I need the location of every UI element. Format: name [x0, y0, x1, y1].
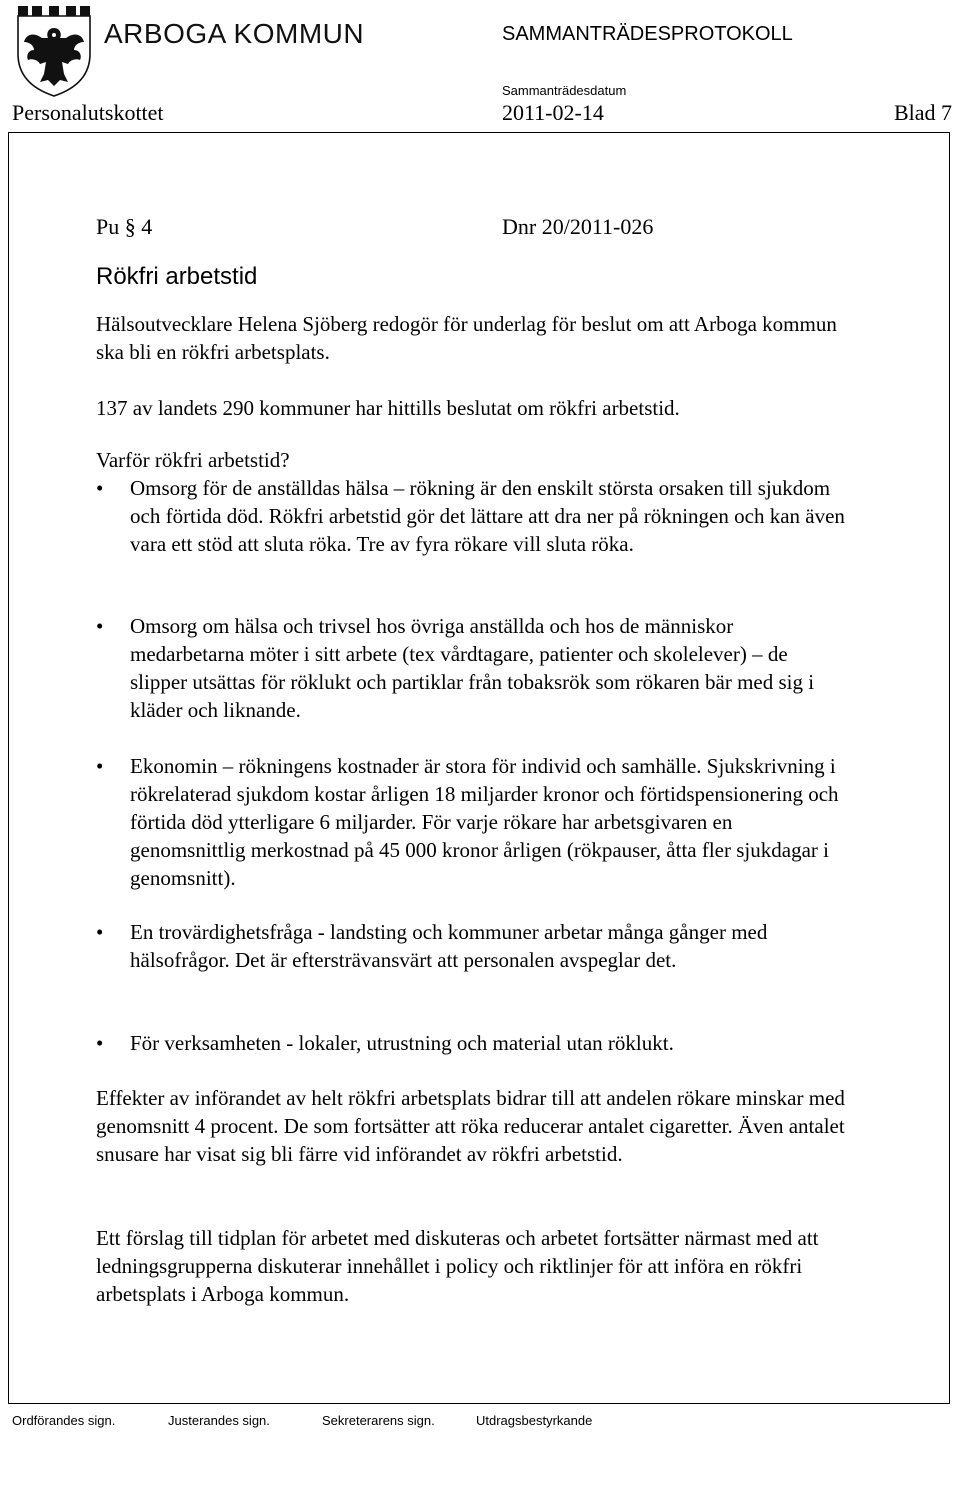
effects-paragraph: Effekter av införandet av helt rökfri arbetsplats bidrar till att andelen rökare minskar med genomsnitt 4 procent. De som fortsätter att röka reducerar antalet cigaretter. Även antalet snusare har visat sig bli färre vid införandet av rökfri arbetstid.: [96, 1086, 845, 1166]
certification-label: Utdragsbestyrkande: [476, 1413, 593, 1428]
bullet-icon: •: [96, 614, 104, 638]
intro-paragraph: Hälsoutvecklare Helena Sjöberg redogör för underlag för beslut om att Arboga kommun ska bli en rökfri arbetsplats.: [96, 312, 837, 364]
section-heading: Rökfri arbetstid: [96, 263, 258, 290]
list-item: [96, 1029, 846, 1057]
secretary-signature-label: Sekreterarens sign.: [322, 1413, 435, 1428]
question-heading: Varför rökfri arbetstid?: [96, 448, 290, 472]
timeline-paragraph: Ett förslag till tidplan för arbetet med diskuteras och arbetet fortsätter närmast med att ledningsgrupperna diskuterar innehållet i policy och riktlinjer för att införa en rökfri arbetsplats i Arboga kommun.: [96, 1226, 819, 1306]
chair-signature-label: Ordförandes sign.: [12, 1413, 116, 1428]
bullet-icon: •: [96, 1031, 104, 1055]
list-item-text: Omsorg för de anställdas hälsa – rökning är den enskilt största orsaken till sjukdom och förtida död. Rökfri arbetstid gör det lättare att dra ner på rökningen och kan även vara ett stöd att sluta röka. Tre av fyra rökare vill sluta röka.: [130, 476, 845, 556]
list-item: [96, 918, 846, 974]
arboga-coat-of-arms-icon: [12, 2, 96, 98]
footer-divider: [8, 1403, 950, 1404]
list-item-text: För verksamheten - lokaler, utrustning och material utan röklukt.: [130, 1031, 674, 1055]
list-item: [96, 612, 846, 724]
page-number: Blad 7: [893, 100, 952, 125]
bullet-icon: •: [96, 754, 104, 778]
list-item-text: Omsorg om hälsa och trivsel hos övriga anställda och hos de människor medarbetarna möter i sitt arbete (tex vårdtagare, patienter och skolelever) – de slipper utsättas för röklukt och partiklar från tobaksrök som rökaren bär med sig i kläder och liknande.: [130, 614, 815, 722]
statistics-paragraph: 137 av landets 290 kommuner har hittills beslutat om rökfri arbetstid.: [96, 396, 680, 420]
bullet-icon: •: [96, 476, 104, 500]
list-item-text: En trovärdighetsfråga - landsting och kommuner arbetar många gånger med hälsofrågor. Det är eftersträvansvärt att personalen avspeglar det.: [130, 920, 768, 972]
meeting-date: 2011-02-14: [502, 100, 604, 125]
list-item: [96, 474, 846, 558]
document-type: SAMMANTRÄDESPROTOKOLL: [502, 23, 793, 45]
list-item: [96, 752, 846, 892]
adjuster-signature-label: Justerandes sign.: [168, 1413, 270, 1428]
bullet-icon: •: [96, 920, 104, 944]
diary-number: Dnr 20/2011-026: [502, 214, 654, 239]
date-label: Sammanträdesdatum: [502, 83, 627, 98]
org-name: ARBOGA KOMMUN: [104, 18, 365, 49]
section-number: Pu § 4: [96, 214, 153, 239]
committee-name: Personalutskottet: [12, 100, 164, 125]
list-item-text: Ekonomin – rökningens kostnader är stora för individ och samhälle. Sjukskrivning i rökrelaterad sjukdom kostar årligen 18 miljarder kronor och förtidspensionering och förtida död ytterligare 6 miljarder. För varje rökare har arbetsgivaren en genomsnittlig merkostnad på 45 000 kronor årligen (rökpauser, åtta fler sjukdagar i genomsnitt).: [130, 754, 839, 890]
